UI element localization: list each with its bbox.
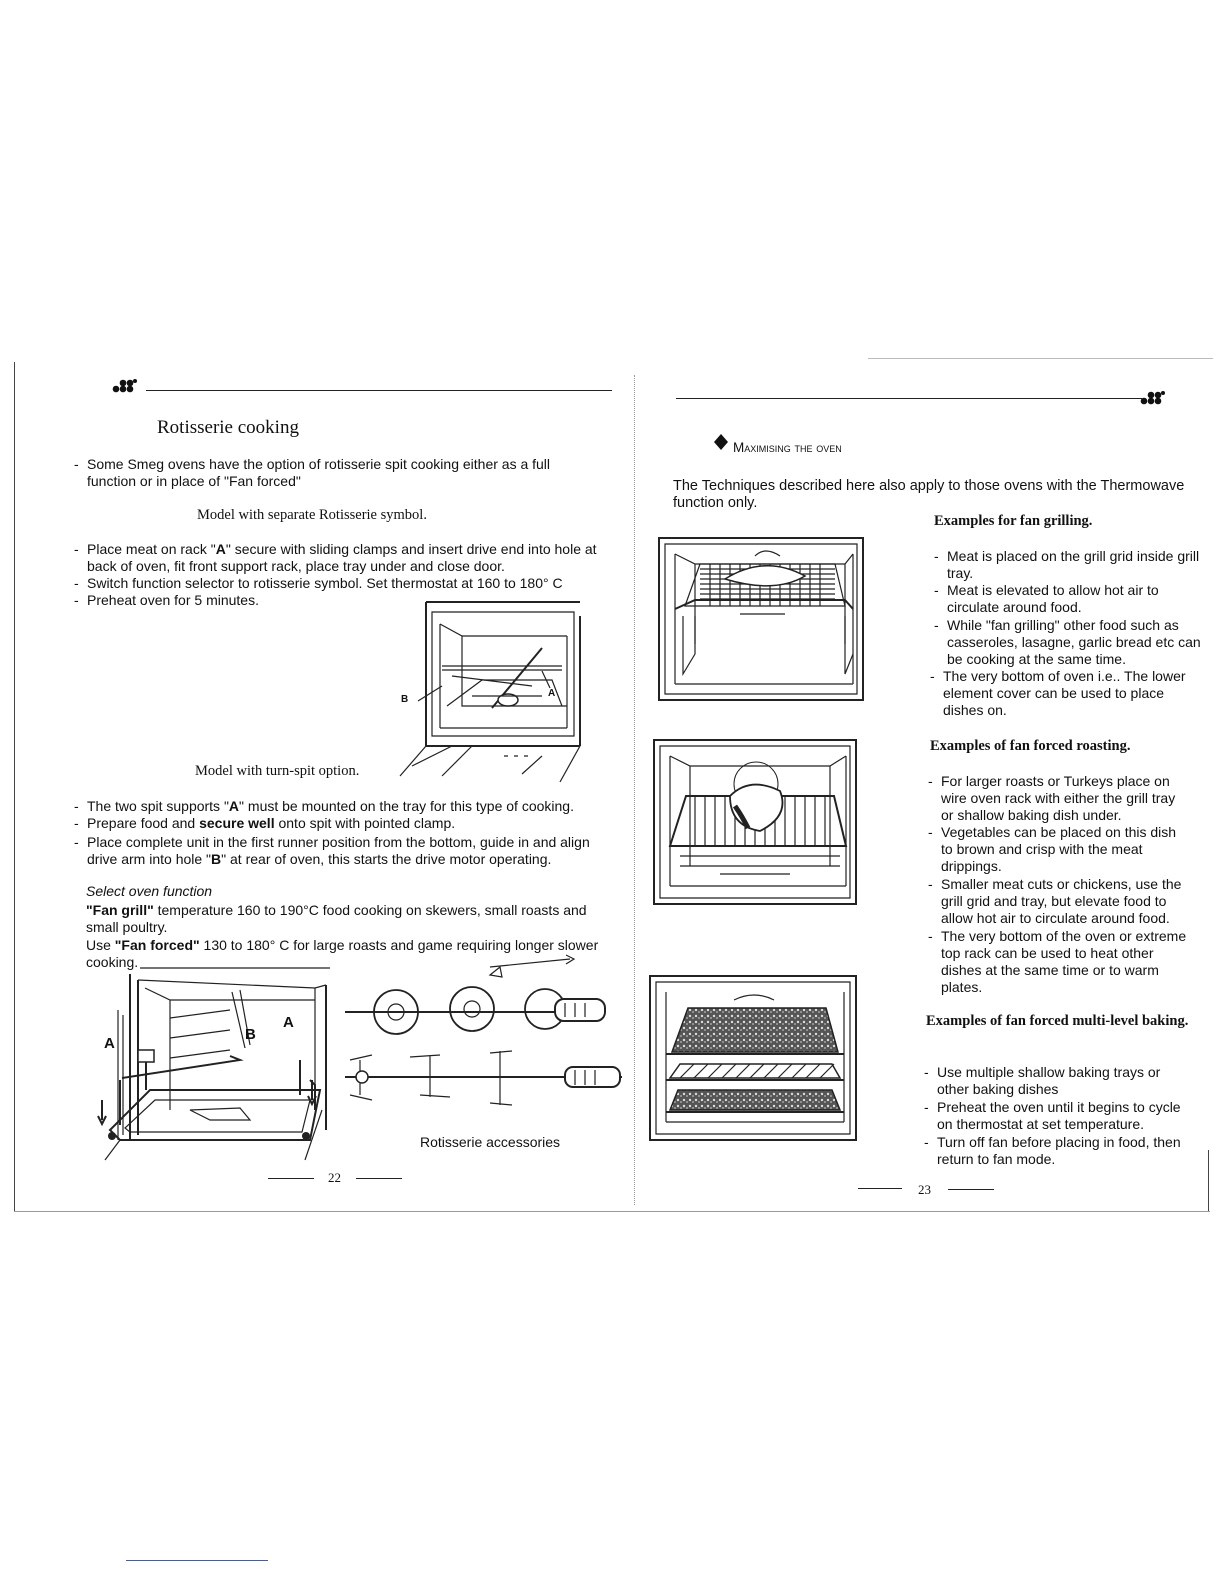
dash: - [74,541,79,557]
fan-grill-paragraph [86,902,614,936]
smeg-logo-icon [112,378,148,394]
dash: - [924,1099,929,1115]
dash: - [924,1064,929,1080]
footer-blue-line [126,1560,268,1561]
roasting-item [928,773,1188,824]
page-number-rule-left [268,1178,314,1179]
step-4 [74,798,614,815]
step-5-pre: Prepare food and [87,815,200,831]
left-page-border [14,362,15,1212]
grilling-item [934,582,1202,616]
step-5-post: onto spit with pointed clamp. [274,815,456,831]
step-6-bold: B [211,851,222,867]
step-5-bold: secure well [199,815,275,831]
model-caption-1: Model with separate Rotisserie symbol. [197,507,427,523]
rotisserie-accessories-illustration [340,955,630,1125]
dash: - [74,815,79,831]
model-caption-2: Model with turn-spit option. [195,763,360,779]
select-oven-function-heading: Select oven function [86,883,213,899]
step-2 [74,575,614,592]
dash: - [934,617,939,633]
diamond-bullet-icon [714,434,728,450]
step-5 [74,815,614,832]
dash: - [924,1134,929,1150]
step-6-post: " at rear of oven, this starts the drive motor operating. [221,851,552,867]
right-header-rule [676,398,1142,399]
step-4-pre: The two spit supports " [87,798,229,814]
fan-roasting-oven-illustration [650,736,862,908]
baking-item [924,1134,1190,1168]
page-center-divider [634,375,635,1205]
bottom-scan-line [14,1211,1210,1212]
roasting-heading: Examples of fan forced roasting. [930,738,1131,754]
step-1-bold: A [215,541,226,557]
baking-item [924,1064,1174,1098]
right-page-border [1208,1150,1209,1212]
dash: - [934,582,939,598]
dash: - [928,824,933,840]
turn-spit-oven-illustration [90,960,340,1165]
roasting-item [928,824,1188,875]
page-number-rule-left-2 [858,1188,902,1189]
fig1-label-a: A [548,688,556,699]
grilling-item [934,617,1204,668]
grilling-heading: Examples for fan grilling. [934,513,1093,529]
smeg-logo-icon-right [1140,390,1176,406]
rotisserie-oven-illustration [392,596,602,786]
fan-forced-text: 130 to 180° C for large roasts and game requiring longer slower cooking. [86,937,599,970]
intro-text: Some Smeg ovens have the option of rotisserie spit cooking either as a full function or in place of "Fan forced" [87,456,551,489]
fan-grill-text: temperature 160 to 190°C food cooking on skewers, small roasts and small poultry. [86,902,587,935]
page-number-rule-right [356,1178,402,1179]
right-intro: The Techniques described here also apply to those ovens with the Thermowave function only. [673,478,1185,511]
roasting-item [928,876,1190,927]
fig2-label-b: B [245,1026,256,1043]
fig2-label-a1: A [104,1035,115,1052]
fan-grill-label: "Fan grill" [86,902,154,918]
dash: - [928,876,933,892]
multi-level-baking-oven-illustration [646,972,860,1144]
left-header-rule [146,390,612,391]
dash: - [74,592,79,608]
page-number-left: 22 [328,1170,341,1185]
step-1 [74,541,614,575]
baking-text: Preheat the oven until it begins to cycle on thermostat at set temperature. [937,1099,1181,1132]
fan-forced-label: "Fan forced" [114,937,200,953]
fig2-label-a2: A [283,1014,294,1031]
dash: - [74,834,79,850]
dash: - [74,456,79,472]
fig1-label-b: B [401,694,409,705]
roasting-text: Smaller meat cuts or chickens, use the grill grid and tray, but elevate food to allow hot air to circulate around food. [941,876,1182,926]
grilling-text: The very bottom of oven i.e.. The lower element cover can be used to place dishes on. [943,668,1186,718]
use-word: Use [86,937,115,953]
section-title: Maximising the oven [733,440,842,455]
grilling-item [934,548,1202,582]
dash: - [928,928,933,944]
dash: - [74,575,79,591]
roasting-item [928,928,1190,996]
step-6-pre: Place complete unit in the first runner position from the bottom, guide in and align drive arm into hole " [87,834,590,867]
step-3-text: Preheat oven for 5 minutes. [87,592,259,608]
page-number-rule-right-2 [948,1189,994,1190]
roasting-text: Vegetables can be placed on this dish to brown and crisp with the meat drippings. [941,824,1177,874]
dash: - [928,773,933,789]
page-title: Rotisserie cooking [157,417,299,438]
grilling-text: Meat is elevated to allow hot air to circulate around food. [947,582,1159,615]
dash: - [934,548,939,564]
step-6 [74,834,614,868]
grilling-item [930,668,1200,719]
fan-grilling-oven-illustration [655,534,870,704]
dash: - [74,798,79,814]
baking-item [924,1099,1186,1133]
baking-text: Use multiple shallow baking trays or other baking dishes [937,1064,1161,1097]
step-2-text: Switch function selector to rotisserie symbol. Set thermostat at 160 to 180° C [87,575,563,591]
grilling-text: While "fan grilling" other food such as casseroles, lasagne, garlic bread etc can be cooking at the same time. [947,617,1201,667]
intro-item [74,456,584,490]
roasting-text: For larger roasts or Turkeys place on wire oven rack with either the grill tray or shallow baking dish under. [941,773,1176,823]
step-4-post: " must be mounted on the tray for this type of cooking. [239,798,574,814]
roasting-text: The very bottom of the oven or extreme top rack can be used to heat other dishes at the same time or to warm plates. [941,928,1187,995]
page-number-right: 23 [918,1182,931,1197]
grilling-text: Meat is placed on the grill grid inside grill tray. [947,548,1200,581]
top-scan-line [868,358,1213,359]
accessories-caption: Rotisserie accessories [420,1134,561,1150]
step-1-post: " secure with sliding clamps and insert drive end into hole at back of oven, fit front support rack, place tray under and close door. [87,541,597,574]
baking-text: Turn off fan before placing in food, then return to fan mode. [937,1134,1181,1167]
dash: - [930,668,935,684]
step-1-pre: Place meat on rack " [87,541,216,557]
step-4-bold: A [228,798,240,814]
baking-heading: Examples of fan forced multi-level baking. [926,1013,1189,1029]
